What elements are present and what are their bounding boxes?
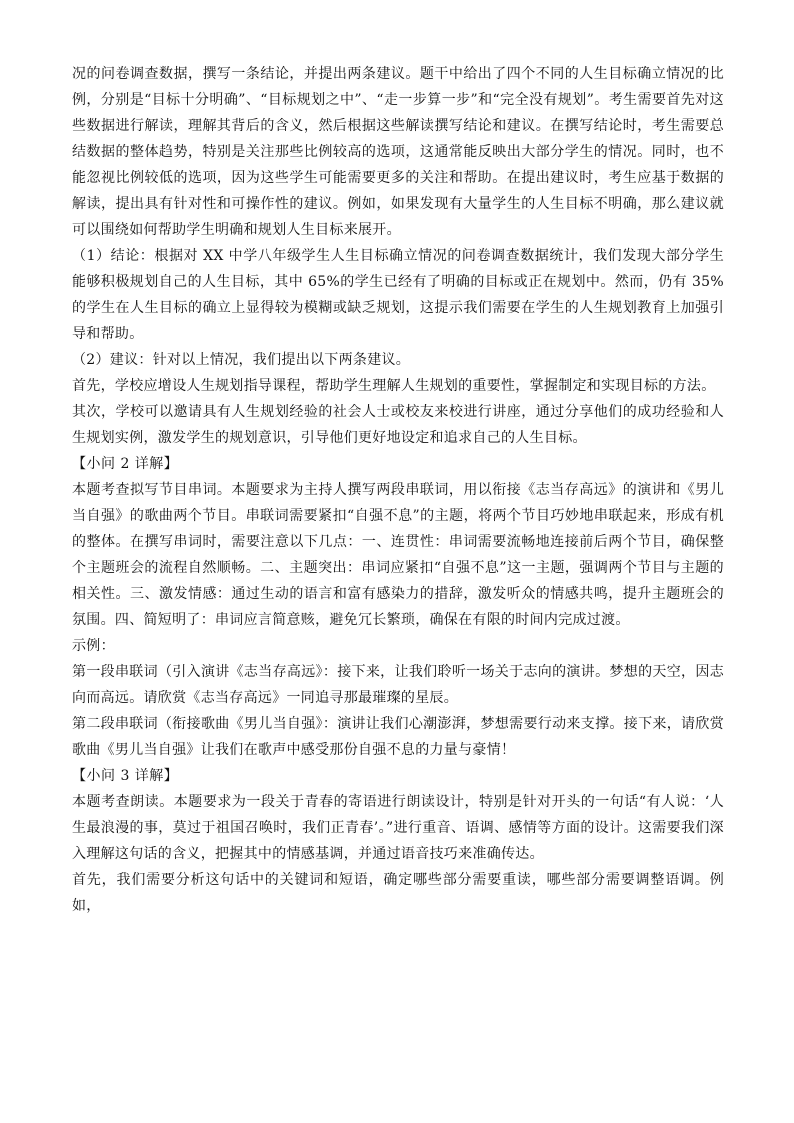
para-link-1: 第一段串联词（引入演讲《志当存高远》：接下来，让我们聆听一场关于志向的演讲。梦想的天空，因志向而高远。请欣赏《志当存高远》一同追寻那最璀璨的星辰。: [72, 664, 724, 706]
para-suggestion-2: 其次，学校可以邀请具有人生规划经验的社会人士或校友来校进行讲座，通过分享他们的成功经验和人生规划实例，激发学生的规划意识，引导他们更好地设定和追求自己的人生目标。: [72, 404, 724, 446]
document-page: [72, 61, 724, 919]
heading-question-3: 【小问 3 详解】: [72, 768, 179, 784]
para-conclusion: （1）结论：根据对 XX 中学八年级学生人生目标确立情况的问卷调查数据统计，我们发现大部分学生能够积极规划自己的人生目标，其中 65%的学生已经有了明确的目标或正在规划中。然而，仍有 35%的学生在人生目标的确立上显得较为模糊或缺乏规划，这提示我们需要在学生的人生规划教育上加强引导和帮助。: [72, 248, 724, 342]
para-suggestion-1: 首先，学校应增设人生规划指导课程，帮助学生理解人生规划的重要性，掌握制定和实现目标的方法。: [72, 378, 716, 394]
heading-question-2: 【小问 2 详解】: [72, 456, 179, 472]
para-suggestion-intro: （2）建议：针对以上情况，我们提出以下两条建议。: [72, 352, 411, 368]
para-analysis-method: 况的问卷调查数据，撰写一条结论，并提出两条建议。题干中给出了四个不同的人生目标确立情况的比例，分别是“目标十分明确”、“目标规划之中”、“走一步算一步”和“完全没有规划”。考生需要首先对这些数据进行解读，理解其背后的含义，然后根据这些解读撰写结论和建议。在撰写结论时，考生需要总结数据的整体趋势，特别是关注那些比例较高的选项，这通常能反映出大部分学生的情况。同时，也不能忽视比例较低的选项，因为这些学生可能需要更多的关注和帮助。在提出建议时，考生应基于数据的解读，提出具有针对性和可操作性的建议。例如，如果发现有大量学生的人生目标不明确，那么建议就可以围绕如何帮助学生明确和规划人生目标来展开。: [72, 66, 724, 238]
para-q2-intro: 本题考查拟写节目串词。本题要求为主持人撰写两段串联词，用以衔接《志当存高远》的演讲和《男儿当自强》的歌曲两个节目。串联词需要紧扣“自强不息”的主题，将两个节目巧妙地串联起来，形成有机的整体。在撰写串词时，需要注意以下几点：一、连贯性：串词需要流畅地连接前后两个节目，确保整个主题班会的流程自然顺畅。二、主题突出：串词应紧扣“自强不息”这一主题，强调两个节目与主题的相关性。三、激发情感：通过生动的语言和富有感染力的措辞，激发听众的情感共鸣，提升主题班会的氛围。四、简短明了：串词应言简意赅，避免冗长繁琐，确保在有限的时间内完成过渡。: [72, 482, 724, 628]
para-example-label: 示例：: [72, 638, 115, 654]
para-link-2: 第二段串联词（衔接歌曲《男儿当自强》：演讲让我们心潮澎湃，梦想需要行动来支撑。接下来，请欣赏歌曲《男儿当自强》让我们在歌声中感受那份自强不息的力量与豪情！: [72, 716, 724, 758]
para-q3-analysis: 首先，我们需要分析这句话中的关键词和短语，确定哪些部分需要重读，哪些部分需要调整语调。例如，: [72, 872, 724, 914]
para-q3-intro: 本题考查朗读。本题要求为一段关于青春的寄语进行朗读设计，特别是针对开头的一句话“有人说：‘人生最浪漫的事，莫过于祖国召唤时，我们正青春’。”进行重音、语调、感情等方面的设计。这需要我们深入理解这句话的含义，把握其中的情感基调，并通过语音技巧来准确传达。: [72, 794, 724, 862]
